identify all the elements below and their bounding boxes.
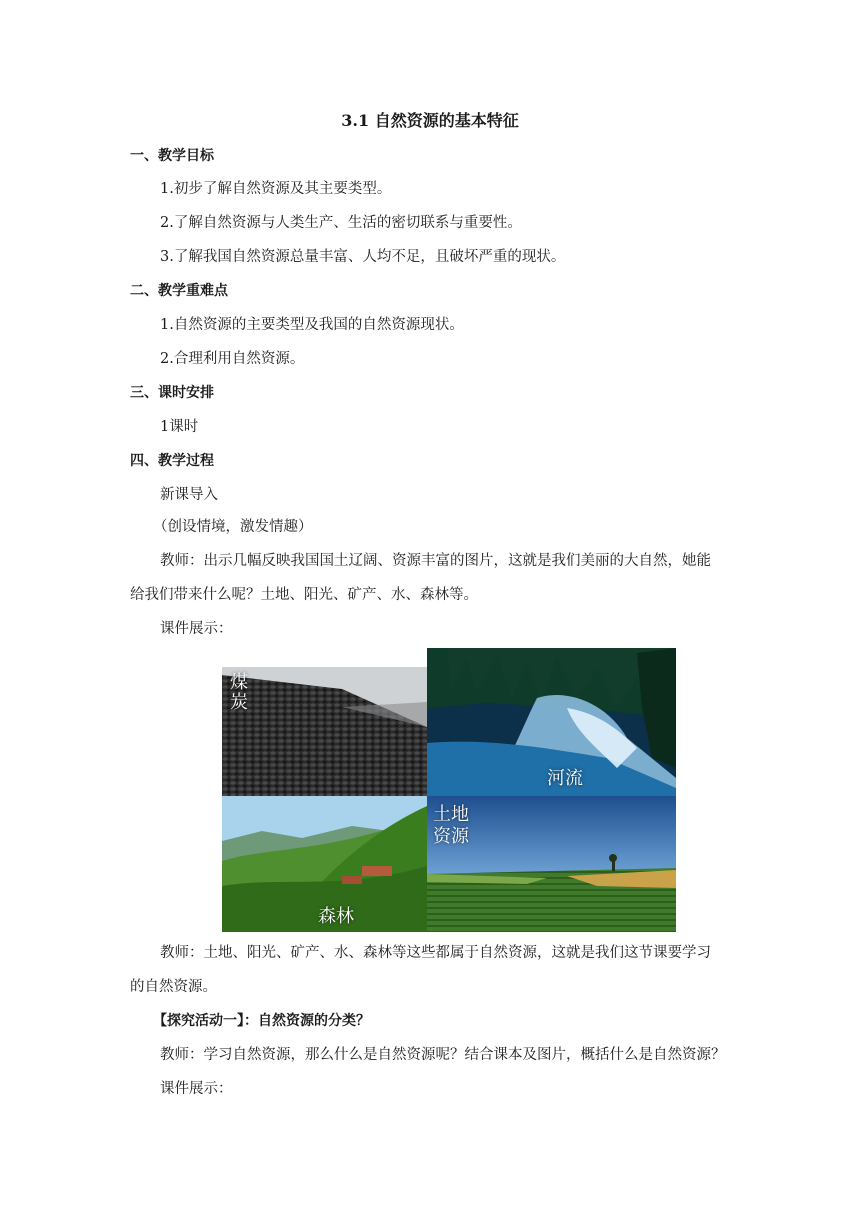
teacher-paragraph-2: 教师：土地、阳光、矿产、水、森林等这些都属于自然资源，这就是我们这节课要学习 [160,945,711,961]
intro-text: 新课导入 [160,487,218,503]
intro-note: （创设情境，激发情趣） [153,519,313,535]
activity-title: ：自然资源的分类？ [244,1013,370,1029]
schedule-text: 1课时 [160,419,199,435]
objective-item: 2.了解自然资源与人类生产、生活的密切联系与重要性。 [160,215,522,231]
activity-heading [153,1012,370,1030]
land-label: 土地资源 [433,804,469,847]
keypoint-item: 1.自然资源的主要类型及我国的自然资源现状。 [160,317,464,333]
river-image [427,648,676,796]
forest-image [222,796,427,932]
teacher-paragraph-3: 教师：学习自然资源，那么什么是自然资源呢？结合课本及图片，概括什么是自然资源？ [160,1047,726,1063]
teacher-paragraph-2-cont: 的自然资源。 [130,979,217,995]
forest-label: 森林 [318,906,354,927]
objective-item: 1.初步了解自然资源及其主要类型。 [160,181,392,197]
courseware-label-2: 课件展示： [160,1081,233,1097]
teacher-paragraph-1: 教师：出示几幅反映我国国土辽阔、资源丰富的图片，这就是我们美丽的大自然，她能 [160,553,711,569]
section-heading-process: 四、教学过程 [130,453,214,469]
courseware-label: 课件展示： [160,621,233,637]
teacher-paragraph-1-cont: 给我们带来什么呢？土地、阳光、矿产、水、森林等。 [130,587,478,603]
section-heading-schedule: 三、课时安排 [130,385,214,401]
section-heading-objectives: 一、教学目标 [130,148,214,164]
coal-image [222,667,427,796]
keypoint-item: 2.合理利用自然资源。 [160,351,305,367]
coal-label: 煤炭 [230,672,248,713]
page-title: 3.1 自然资源的基本特征 [341,111,519,130]
land-image [427,796,676,932]
river-label: 河流 [547,768,583,789]
activity-bracket-label: 【探究活动一】 [153,1013,244,1029]
objective-item: 3.了解我国自然资源总量丰富、人均不足，且破坏严重的现状。 [160,249,566,265]
natural-resources-collage [222,648,676,932]
section-heading-keypoints: 二、教学重难点 [130,283,228,299]
